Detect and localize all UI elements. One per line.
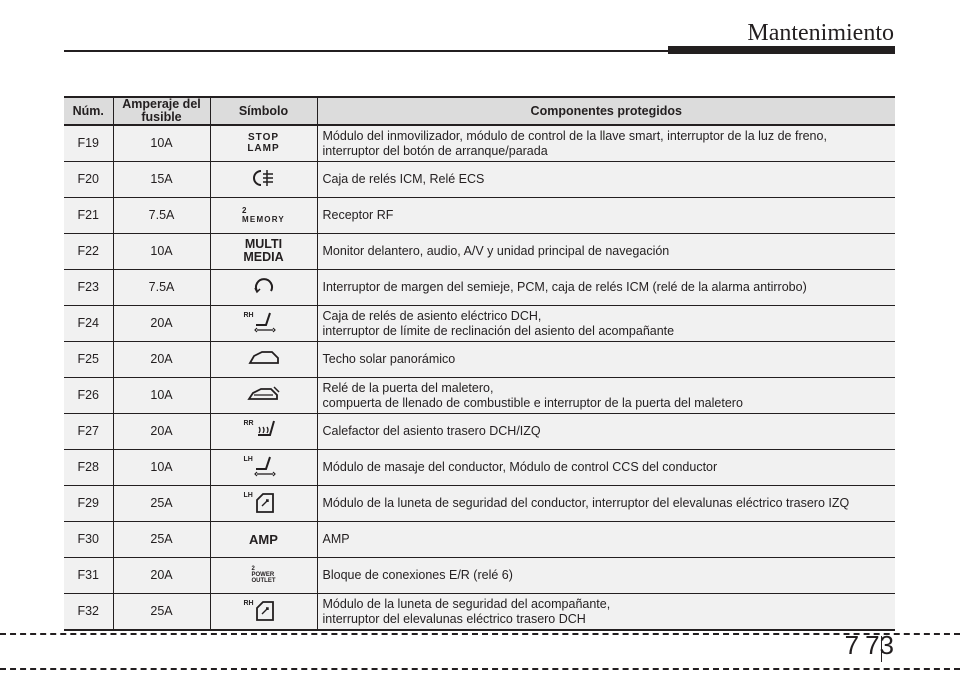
column-header-symbol: Símbolo xyxy=(210,97,317,125)
fuse-components xyxy=(317,270,895,306)
fuse-amperage: 10A xyxy=(113,125,210,162)
fuse-amperage: 25A xyxy=(113,522,210,558)
fuse-symbol xyxy=(210,486,317,522)
fuse-symbol xyxy=(210,414,317,450)
table-row xyxy=(64,306,895,342)
fuse-amperage: 10A xyxy=(113,378,210,414)
component-line: interruptor del elevalunas eléctrico trasero DCH xyxy=(322,611,586,626)
component-line: Bloque de conexiones E/R (relé 6) xyxy=(322,568,513,582)
sunroof-icon xyxy=(247,348,281,368)
fuse-number: F26 xyxy=(64,378,113,414)
table-header-row xyxy=(64,97,895,125)
front-fog-icon xyxy=(251,167,277,189)
table-row xyxy=(64,414,895,450)
footer-dashed-rule-bottom xyxy=(0,668,960,670)
table-row xyxy=(64,594,895,631)
component-line: Caja de relés ICM, Relé ECS xyxy=(322,172,485,186)
column-header-components: Componentes protegidos xyxy=(317,97,895,125)
fuse-symbol xyxy=(210,522,317,558)
table-row xyxy=(64,270,895,306)
component-line: interruptor de límite de reclinación del asiento del acompañante xyxy=(322,323,675,338)
fuse-number: F24 xyxy=(64,306,113,342)
amp-symbol: AMP xyxy=(249,531,278,547)
fuse-components xyxy=(317,414,895,450)
table-row xyxy=(64,378,895,414)
fuse-symbol xyxy=(210,558,317,594)
lh-safety-window-icon: LH xyxy=(244,488,284,516)
fuse-components xyxy=(317,378,895,414)
component-line: Módulo de la luneta de seguridad del acompañante, xyxy=(322,596,611,611)
component-line: Módulo de masaje del conductor, Módulo de control CCS del conductor xyxy=(322,460,718,474)
fuse-amperage: 7.5A xyxy=(113,270,210,306)
fuse-amperage: 20A xyxy=(113,306,210,342)
fuse-amperage: 25A xyxy=(113,486,210,522)
fuse-symbol xyxy=(210,198,317,234)
table-row xyxy=(64,486,895,522)
fuse-amperage: 20A xyxy=(113,414,210,450)
fuse-components xyxy=(317,234,895,270)
fuse-components xyxy=(317,486,895,522)
table-row xyxy=(64,450,895,486)
component-line: Caja de relés de asiento eléctrico DCH, xyxy=(322,308,542,323)
fuse-components xyxy=(317,162,895,198)
table-row xyxy=(64,198,895,234)
table-row xyxy=(64,558,895,594)
fuse-symbol xyxy=(210,450,317,486)
fuse-number: F19 xyxy=(64,125,113,162)
lh-power-seat-icon: LH xyxy=(244,452,284,480)
fuse-components xyxy=(317,125,895,162)
fuse-components xyxy=(317,522,895,558)
fuse-amperage: 20A xyxy=(113,558,210,594)
column-header-num: Núm. xyxy=(64,97,113,125)
fuse-number: F29 xyxy=(64,486,113,522)
chapter-number: 7 xyxy=(844,630,860,660)
header-rule-accent xyxy=(668,46,895,54)
fuse-components xyxy=(317,450,895,486)
circular-arrow-icon xyxy=(252,275,276,297)
component-line: Módulo de la luneta de seguridad del conductor, interruptor del elevalunas eléctrico trasero IZQ xyxy=(322,496,850,510)
component-line: Interruptor de margen del semieje, PCM, caja de relés ICM (relé de la alarma antirrobo) xyxy=(322,280,807,294)
rh-safety-window-icon: RH xyxy=(244,596,284,624)
fuse-number: F23 xyxy=(64,270,113,306)
rr-seat-heater-icon: RR xyxy=(244,416,284,444)
fuse-symbol xyxy=(210,270,317,306)
fuse-table xyxy=(64,96,895,631)
fuse-amperage: 25A xyxy=(113,594,210,631)
rh-power-seat-icon: RH xyxy=(244,308,284,336)
component-line: Receptor RF xyxy=(322,208,394,222)
fuse-components xyxy=(317,342,895,378)
fuse-number: F32 xyxy=(64,594,113,631)
fuse-components xyxy=(317,198,895,234)
component-line: compuerta de llenado de combustible e interruptor de la puerta del maletero xyxy=(322,395,743,410)
fuse-amperage: 15A xyxy=(113,162,210,198)
fuse-amperage: 7.5A xyxy=(113,198,210,234)
table-row xyxy=(64,342,895,378)
page-number xyxy=(845,630,894,661)
fuse-components xyxy=(317,594,895,631)
component-line: interruptor del botón de arranque/parada xyxy=(322,143,548,158)
power-outlet-symbol: 2 POWER OUTLET xyxy=(251,565,276,584)
fuse-components xyxy=(317,306,895,342)
table-row xyxy=(64,162,895,198)
fuse-amperage: 10A xyxy=(113,234,210,270)
multi-media-symbol: MULTI MEDIA xyxy=(243,237,284,264)
fuse-number: F20 xyxy=(64,162,113,198)
fuse-symbol xyxy=(210,162,317,198)
fuse-components xyxy=(317,558,895,594)
fuse-symbol xyxy=(210,342,317,378)
table-row xyxy=(64,522,895,558)
fuse-symbol xyxy=(210,306,317,342)
memory-symbol: 2 MEMORY xyxy=(242,205,285,224)
component-line: Relé de la puerta del maletero, xyxy=(322,380,494,395)
component-line: Monitor delantero, audio, A/V y unidad principal de navegación xyxy=(322,244,670,258)
page-number-value: 73 xyxy=(865,630,894,660)
fuse-amperage: 20A xyxy=(113,342,210,378)
page-header-title: Mantenimiento xyxy=(747,20,894,46)
fuse-symbol xyxy=(210,125,317,162)
fuse-symbol xyxy=(210,378,317,414)
tailgate-icon xyxy=(246,384,282,404)
component-line: Calefactor del asiento trasero DCH/IZQ xyxy=(322,424,541,438)
stop-lamp-symbol: STOP LAMP xyxy=(247,132,280,154)
footer-dashed-rule xyxy=(0,633,960,635)
table-row xyxy=(64,234,895,270)
column-header-amperage: Amperaje del fusible xyxy=(113,97,210,125)
table-row xyxy=(64,125,895,162)
fuse-number: F28 xyxy=(64,450,113,486)
fuse-number: F22 xyxy=(64,234,113,270)
fuse-number: F21 xyxy=(64,198,113,234)
component-line: Módulo del inmovilizador, módulo de control de la llave smart, interruptor de la luz de freno, xyxy=(322,128,827,143)
fuse-symbol xyxy=(210,234,317,270)
fuse-number: F31 xyxy=(64,558,113,594)
fuse-number: F27 xyxy=(64,414,113,450)
component-line: AMP xyxy=(322,532,350,546)
fuse-symbol xyxy=(210,594,317,631)
component-line: Techo solar panorámico xyxy=(322,352,456,366)
fuse-amperage: 10A xyxy=(113,450,210,486)
fuse-number: F30 xyxy=(64,522,113,558)
fuse-number: F25 xyxy=(64,342,113,378)
